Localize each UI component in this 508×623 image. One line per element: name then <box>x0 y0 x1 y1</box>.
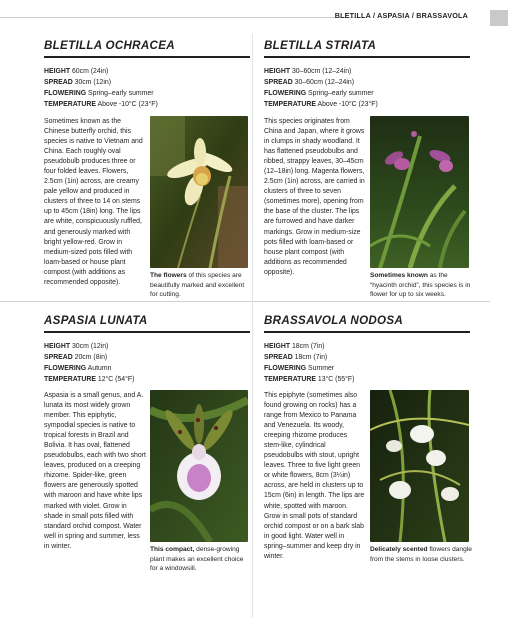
entry-title: BLETILLA STRIATA <box>264 39 377 52</box>
fact-temperature: TEMPERATURE 13°C (55°F) <box>264 376 355 384</box>
brassavola-nodosa-photo <box>370 390 469 542</box>
title-rule <box>44 56 250 58</box>
running-head-text: BLETILLA / ASPASIA / BRASSAVOLA <box>334 11 468 20</box>
plant-facts <box>264 341 470 385</box>
bletilla-striata-photo <box>370 116 469 268</box>
fact-height: HEIGHT 30cm (12in) <box>44 343 109 350</box>
photo-caption: This compact, dense-growing plant makes an excellent choice for a windowsill. <box>150 546 244 573</box>
fact-flowering: FLOWERING Spring–early summer <box>44 90 154 98</box>
fact-spread: SPREAD 30–60cm (12–24in) <box>264 79 355 87</box>
photo-caption: The flowers of this species are beautifully marked and excellent for cutting. <box>150 272 245 299</box>
photo-caption: Sometimes known as the “hyacinth orchid”, this species is in flower for up to six weeks. <box>370 272 471 299</box>
entry-brassavola-nodosa <box>264 314 470 385</box>
fact-spread: SPREAD 20cm (8in) <box>44 354 108 362</box>
plant-facts <box>44 341 250 385</box>
title-rule <box>44 331 250 333</box>
title-rule <box>264 56 470 58</box>
fact-temperature: TEMPERATURE Above -10°C (23°F) <box>44 101 158 109</box>
entry-bletilla-striata <box>264 39 470 110</box>
fact-height: HEIGHT 30–60cm (12–24in) <box>264 68 352 75</box>
entry-description: Sometimes known as the Chinese butterfly orchid, this species is native to Vietnam and China. Each roughly oval pseudobulb produces three or four folded leaves. Flowers, 2.5cm (1in) across, are creamy pale yellow and produced in clusters of three to 14 on stems up to 45cm (18in) long. The lips are white, conspicuously ruffled, and generously marked with bright yellow-red. Grow in medium-sized pots filled with loam-based or house plant compost (with additions as recommended opposite). <box>44 118 143 286</box>
page-edge-tab <box>490 10 508 26</box>
header-rule <box>0 17 360 18</box>
bletilla-ochracea-photo <box>150 116 248 268</box>
entry-bletilla-ochracea <box>44 39 250 110</box>
running-header <box>0 10 508 25</box>
entry-title: BLETILLA OCHRACEA <box>44 39 175 52</box>
plant-facts <box>264 66 470 110</box>
fact-flowering: FLOWERING Summer <box>264 365 335 373</box>
entry-description: Aspasia is a small genus, and A. lunata its most widely grown member. This epiphytic, sympodial species is native to tropical forests in Brazil and Bolivia. It has oval, flattened pseudobulbs, each with two short leaves, produced on a creeping rhizome. Spider-like, green flowers are generously spotted with maroon and have white lips marked with violet. Grow in shade in small pots filled with standard orchid compost. Water well in spring and summer, less in winter. <box>44 392 146 550</box>
entry-description: This epiphyte (sometimes also found growing on rocks) has a range from Mexico to Panama and Venezuela. Its woody, creeping rhizome produces stem-like, cylindrical pseudobulbs with stout, upright leaves. Three to five light green or white flowers, 8cm (3¼in) across, are held in clusters up to 15cm (6in) in length. The lips are white, spotted with maroon. Grow in small pots of standard orchid compost or on a bark slab in good light. Water well in spring–summer and keep dry in winter. <box>264 392 365 560</box>
title-rule <box>264 331 470 333</box>
entry-aspasia-lunata <box>44 314 250 385</box>
fact-height: HEIGHT 18cm (7in) <box>264 343 325 350</box>
fact-spread: SPREAD 30cm (12in) <box>44 79 112 87</box>
entry-title: BRASSAVOLA NODOSA <box>264 314 404 327</box>
vertical-divider <box>252 34 253 618</box>
aspasia-lunata-photo <box>150 390 248 542</box>
fact-flowering: FLOWERING Spring–early summer <box>264 90 374 98</box>
horizontal-divider <box>0 301 490 302</box>
fact-height: HEIGHT 60cm (24in) <box>44 68 109 75</box>
fact-flowering: FLOWERING Autumn <box>44 365 112 373</box>
entry-title: ASPASIA LUNATA <box>44 314 148 327</box>
fact-spread: SPREAD 18cm (7in) <box>264 354 328 362</box>
fact-temperature: TEMPERATURE Above -10°C (23°F) <box>264 101 378 109</box>
plant-facts <box>44 66 250 110</box>
fact-temperature: TEMPERATURE 12°C (54°F) <box>44 376 135 384</box>
entry-description: This species originates from China and Japan, where it grows in clumps in shady woodland. It has flattened pseudobulbs and ribbed, strappy leaves, 30–45cm (12–18in) long. Magenta flowers, 2.5cm (1in) across, are carried in clusters of three to seven (sometimes more), opening from the base of the cluster. The lips are furrowed and have darker markings. Grow in medium-size pots filled with loam-based or house plant compost (with additions as recommended opposite). <box>264 118 365 276</box>
photo-caption: Delicately scented flowers dangle from the stems in loose clusters. <box>370 546 472 563</box>
